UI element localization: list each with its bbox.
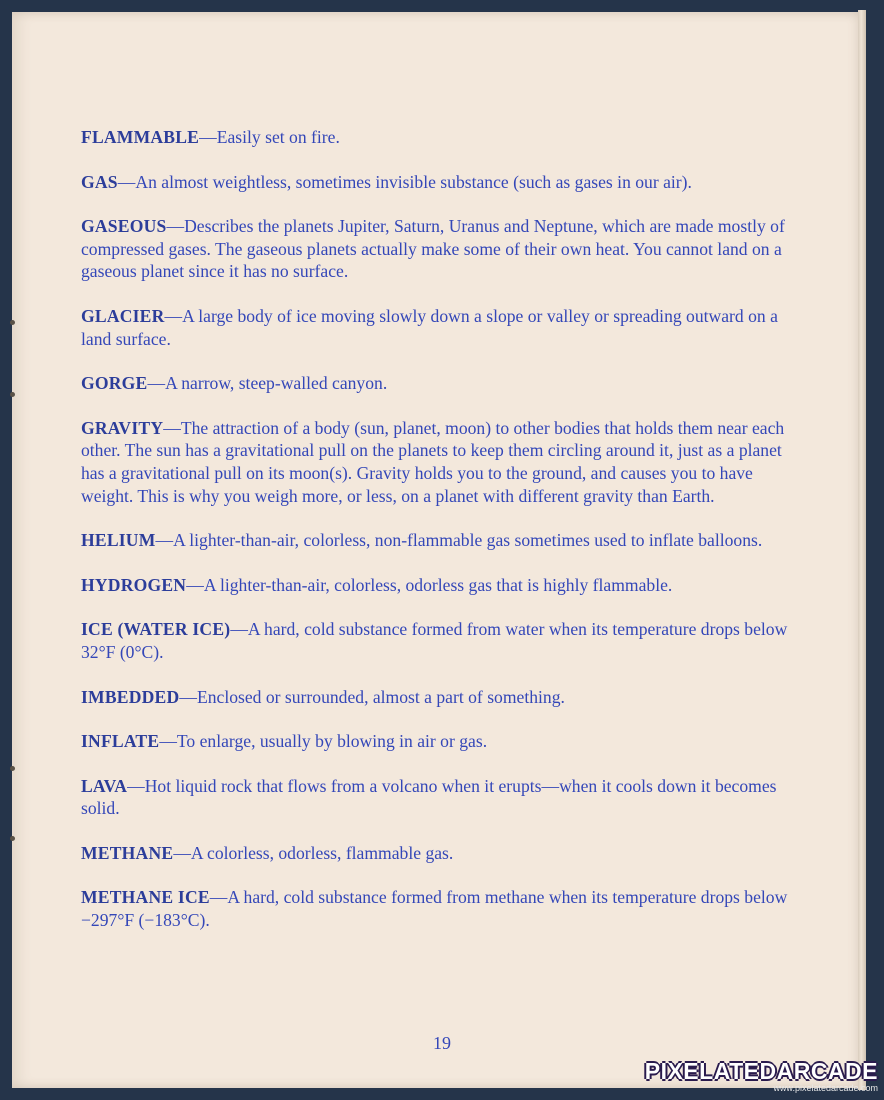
glossary-entry (81, 215, 806, 283)
glossary-definition: A colorless, odorless, flammable gas. (190, 842, 454, 863)
glossary-definition: A lighter-than-air, colorless, odorless gas that is highly flammable. (203, 574, 673, 595)
glossary-entry (81, 574, 806, 597)
glossary-term: HELIUM (81, 530, 156, 551)
glossary-definition: A hard, cold substance formed from water when its temperature drops below 32°F (0°C). (81, 619, 788, 662)
site-watermark (645, 1059, 878, 1094)
glossary-definition: To enlarge, usually by blowing in air or gas. (176, 731, 488, 752)
glossary-term: FLAMMABLE (81, 127, 200, 147)
em-dash: — (164, 305, 183, 326)
glossary-definition: Describes the planets Jupiter, Saturn, Uranus and Neptune, which are made mostly of compressed gases. The gaseous planets actually make some of their own heat. You cannot land on a gaseous planet since it has no surface. (81, 216, 785, 282)
glossary-term: METHANE (81, 842, 174, 863)
glossary-definition: A narrow, steep-walled canyon. (165, 373, 388, 394)
em-dash: — (186, 574, 204, 595)
em-dash: — (173, 842, 191, 863)
glossary-entry (81, 775, 806, 820)
glossary-term: ICE (WATER ICE) (81, 619, 231, 640)
glossary-definition: A lighter-than-air, colorless, non-flammable gas sometimes used to inflate balloons. (173, 530, 763, 551)
em-dash: — (209, 887, 228, 908)
em-dash: — (166, 216, 185, 237)
glossary-term: GRAVITY (81, 417, 164, 438)
glossary-definition: Enclosed or surrounded, almost a part of something. (196, 686, 565, 707)
glossary-definition: The attraction of a body (sun, planet, moon) to other bodies that holds them near each other. The sun has a gravitational pull on the planets to keep them circling around it, just as a planet has a gravitational pull on its moon(s). Gravity holds you to the ground, and causes you to have weight. This is why you weigh more, or less, on a planet with different gravity than Earth. (81, 417, 785, 506)
em-dash: — (199, 127, 217, 147)
glossary-entry (81, 842, 806, 865)
glossary-list (81, 126, 806, 932)
glossary-term: LAVA (81, 775, 128, 796)
glossary-entry (81, 126, 806, 149)
em-dash: — (159, 731, 177, 752)
glossary-entry (81, 417, 806, 507)
binding-staple-mark (10, 320, 15, 325)
glossary-entry (81, 886, 806, 931)
watermark-url: www.pixelatedarcade.com (773, 1083, 878, 1093)
glossary-entry (81, 529, 806, 552)
glossary-entry (81, 618, 806, 663)
glossary-term: INFLATE (81, 731, 160, 752)
em-dash: — (163, 417, 181, 438)
glossary-term: GAS (81, 171, 118, 192)
em-dash: — (147, 373, 166, 394)
watermark-logo-text: PIXELATEDARCADE (644, 1058, 878, 1084)
glossary-definition: Easily set on fire. (216, 127, 340, 147)
glossary-term: GASEOUS (81, 216, 167, 237)
page-edge (858, 10, 866, 1090)
em-dash: — (117, 171, 136, 192)
page-number: 19 (433, 1033, 451, 1053)
glossary-term: IMBEDDED (81, 686, 180, 707)
em-dash: — (155, 530, 174, 551)
em-dash: — (230, 619, 248, 640)
glossary-entry (81, 171, 806, 194)
glossary-entry (81, 372, 806, 395)
glossary-entry (81, 305, 806, 350)
glossary-definition: An almost weightless, sometimes invisible substance (such as gases in our air). (135, 171, 692, 192)
em-dash: — (127, 775, 145, 796)
glossary-definition: A hard, cold substance formed from methane when its temperature drops below −297°F (−183°C). (81, 887, 788, 931)
glossary-definition: A large body of ice moving slowly down a slope or valley or spreading outward on a land surface. (81, 305, 778, 349)
glossary-term: GLACIER (81, 305, 165, 326)
glossary-term: METHANE ICE (81, 887, 210, 908)
glossary-definition: Hot liquid rock that flows from a volcano when it erupts—when it cools down it becomes solid. (81, 775, 777, 819)
glossary-entry (81, 686, 806, 709)
binding-staple-mark (10, 766, 15, 771)
em-dash: — (179, 686, 197, 707)
glossary-term: HYDROGEN (81, 574, 187, 595)
binding-staple-mark (10, 836, 15, 841)
glossary-term: GORGE (81, 373, 148, 394)
binding-staple-mark (10, 392, 15, 397)
glossary-entry (81, 730, 806, 753)
